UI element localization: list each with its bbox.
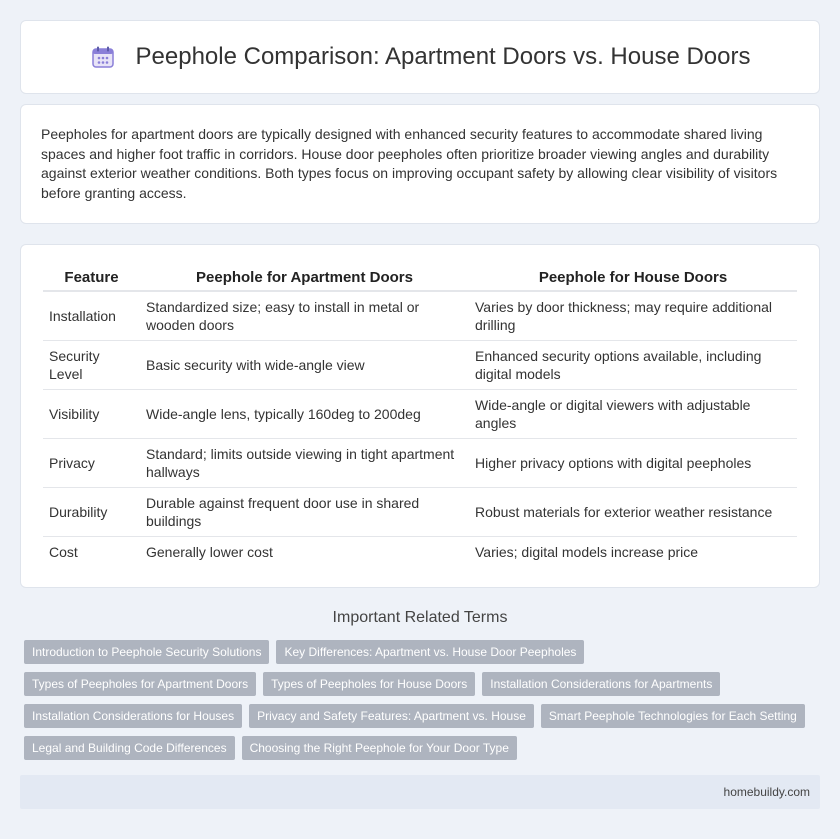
table-row bbox=[43, 488, 797, 537]
table-header: Peephole for House Doors bbox=[469, 265, 797, 291]
table-cell: Enhanced security options available, including digital models bbox=[469, 341, 797, 390]
title-card bbox=[20, 20, 820, 94]
related-terms-title: Important Related Terms bbox=[332, 609, 508, 626]
page-title bbox=[90, 43, 751, 71]
related-term-tag[interactable]: Introduction to Peephole Security Solutions bbox=[24, 640, 269, 664]
table-header-row bbox=[43, 265, 797, 291]
footer-site-link[interactable]: homebuildy.com bbox=[723, 785, 810, 799]
table-cell: Basic security with wide-angle view bbox=[140, 341, 469, 390]
related-term-tag[interactable]: Types of Peepholes for Apartment Doors bbox=[24, 672, 256, 696]
table-cell: Wide-angle lens, typically 160deg to 200deg bbox=[140, 390, 469, 439]
table-row bbox=[43, 439, 797, 488]
table-cell: Varies; digital models increase price bbox=[475, 544, 699, 560]
table-row bbox=[43, 390, 797, 439]
related-term-tag[interactable]: Smart Peephole Technologies for Each Setting bbox=[541, 704, 805, 728]
table-cell: Installation bbox=[43, 291, 140, 341]
table-cell: Visibility bbox=[43, 390, 140, 439]
table-cell: Wide-angle or digital viewers with adjustable angles bbox=[469, 390, 797, 439]
calendar-icon bbox=[90, 44, 116, 70]
related-terms-list bbox=[24, 640, 824, 768]
related-term-tag[interactable]: Installation Considerations for Houses bbox=[24, 704, 242, 728]
intro-text: Peepholes for apartment doors are typically designed with enhanced security features to accommodate shared living spaces and higher foot traffic in corridors. House door peepholes often prioritize broader viewing angles and durability against exterior weather conditions. Both types focus on improving occupant safety by allowing clear visibility of visitors before granting access. bbox=[41, 126, 778, 201]
table-cell: Security Level bbox=[43, 341, 140, 390]
table-header: Feature bbox=[43, 265, 140, 291]
table-row bbox=[43, 537, 797, 568]
table-row bbox=[43, 341, 797, 390]
table-cell: Cost bbox=[49, 544, 78, 560]
intro-card bbox=[20, 104, 820, 224]
table-cell: Higher privacy options with digital peepholes bbox=[469, 439, 797, 488]
footer bbox=[20, 775, 820, 809]
table-cell: Durable against frequent door use in shared buildings bbox=[140, 488, 469, 537]
table-cell: Robust materials for exterior weather resistance bbox=[469, 488, 797, 537]
table-header: Peephole for Apartment Doors bbox=[140, 265, 469, 291]
comparison-table-card bbox=[20, 244, 820, 588]
table-cell: Generally lower cost bbox=[146, 544, 273, 560]
related-term-tag[interactable]: Choosing the Right Peephole for Your Door Type bbox=[242, 736, 517, 760]
table-cell: Standardized size; easy to install in metal or wooden doors bbox=[140, 291, 469, 341]
related-term-tag[interactable]: Legal and Building Code Differences bbox=[24, 736, 235, 760]
page-title-text: Peephole Comparison: Apartment Doors vs. House Doors bbox=[135, 43, 751, 70]
table-cell: Standard; limits outside viewing in tight apartment hallways bbox=[140, 439, 469, 488]
related-term-tag[interactable]: Installation Considerations for Apartments bbox=[482, 672, 720, 696]
table-cell: Privacy bbox=[43, 439, 140, 488]
table-cell: Durability bbox=[43, 488, 140, 537]
table-row bbox=[43, 291, 797, 341]
related-term-tag[interactable]: Key Differences: Apartment vs. House Door Peepholes bbox=[276, 640, 584, 664]
table-cell: Varies by door thickness; may require additional drilling bbox=[469, 291, 797, 341]
related-term-tag[interactable]: Privacy and Safety Features: Apartment vs. House bbox=[249, 704, 534, 728]
comparison-table bbox=[43, 265, 797, 567]
related-term-tag[interactable]: Types of Peepholes for House Doors bbox=[263, 672, 475, 696]
